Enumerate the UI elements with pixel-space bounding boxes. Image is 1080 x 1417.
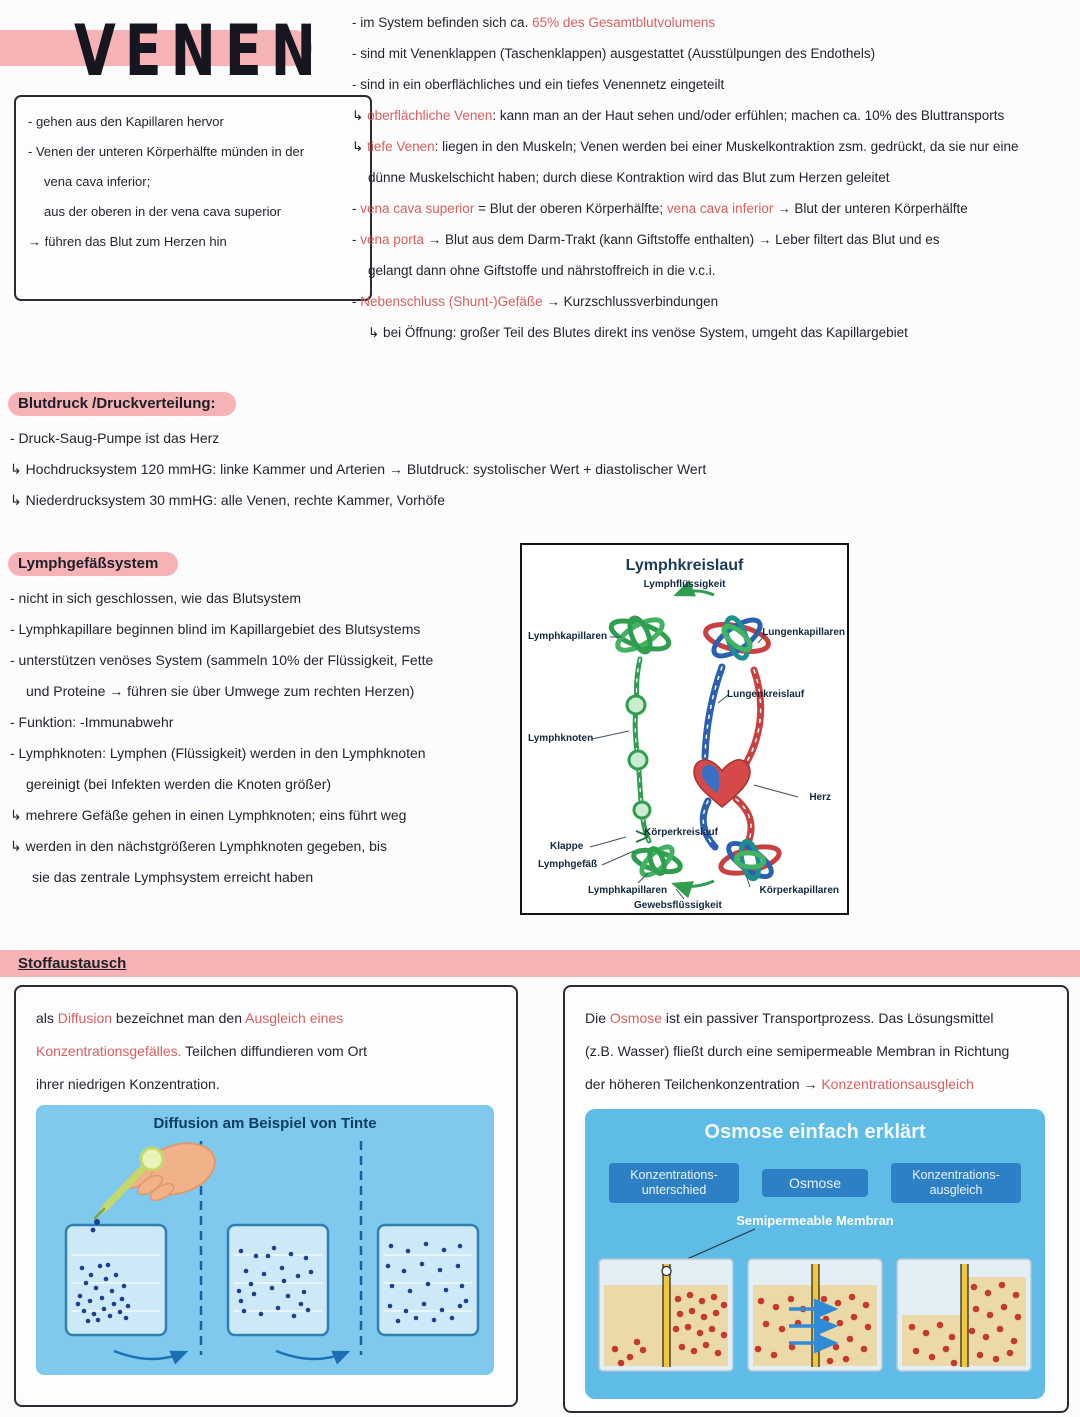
note-line: - Funktion: -Immunabwehr bbox=[10, 714, 174, 730]
page-title: VENEN bbox=[74, 10, 325, 92]
note-text: als bbox=[36, 1010, 58, 1026]
diffusion-graphic bbox=[36, 1105, 494, 1375]
note-line: (z.B. Wasser) fließt durch eine semipermeable Membran in Richtung bbox=[585, 1043, 1010, 1059]
osmose-beaker-3 bbox=[897, 1259, 1031, 1371]
note-line bbox=[585, 1075, 1009, 1093]
note-line: sie das zentrale Lymphsystem erreicht haben bbox=[32, 869, 314, 885]
highlighted-term: vena porta bbox=[360, 232, 425, 247]
label-lymphgefaess: Lymphgefäß bbox=[538, 859, 598, 870]
note-line: → führen das Blut zum Herzen hin bbox=[28, 234, 227, 249]
chip-konzentrationsausgleich bbox=[891, 1163, 1021, 1203]
label-lymphknoten: Lymphknoten bbox=[528, 733, 594, 744]
note-text: Teilchen diffundieren vom Ort bbox=[181, 1043, 368, 1059]
note-line bbox=[36, 1042, 367, 1060]
note-text: → Blut der unteren Körperhälfte bbox=[773, 201, 968, 216]
note-text: der höheren Teilchenkonzentration → bbox=[585, 1076, 822, 1092]
note-text: : liegen in den Muskeln; Venen werden bei einer Muskelkontraktion zsm. gedrückt, da sie nur eine bbox=[434, 139, 1019, 154]
highlighted-term: Diffusion bbox=[57, 1010, 113, 1026]
label-lungenkapillaren: Lungenkapillaren bbox=[762, 627, 845, 638]
note-line: - gehen aus den Kapillaren hervor bbox=[28, 114, 224, 129]
note-line bbox=[352, 138, 1018, 156]
label-lymphkapillaren-bottom: Lymphkapillaren bbox=[588, 885, 668, 896]
note-line bbox=[352, 14, 1018, 32]
chip-konzentrationsunterschied bbox=[609, 1163, 739, 1203]
label-lymphkapillaren-top: Lymphkapillaren bbox=[528, 631, 608, 642]
diffusion-illustration bbox=[36, 1105, 494, 1375]
label-klappe: Klappe bbox=[550, 841, 584, 852]
note-line: gelangt dann ohne Giftstoffe und nährstoffreich in die v.c.i. bbox=[368, 263, 716, 278]
lymph-circulation-diagram bbox=[520, 543, 849, 915]
blutdruck-lines bbox=[8, 429, 706, 509]
highlighted-term: Ausgleich eines bbox=[245, 1010, 344, 1026]
note-line: ↳ mehrere Gefäße gehen in einen Lymphknoten; eins führt weg bbox=[10, 807, 407, 823]
highlighted-term: tiefe Venen bbox=[367, 139, 435, 154]
illustration-title: Diffusion am Beispiel von Tinte bbox=[153, 1115, 377, 1132]
note-text: Die bbox=[585, 1010, 610, 1026]
chip-label-line: Konzentrations- bbox=[630, 1168, 718, 1182]
note-line: - unterstützen venöses System (sammeln 10% der Flüssigkeit, Fette bbox=[10, 652, 434, 668]
section-heading: Stoffaustausch bbox=[18, 955, 127, 972]
note-line bbox=[352, 231, 1018, 249]
label-koerperkapillaren: Körperkapillaren bbox=[759, 885, 839, 896]
note-line: gereinigt (bei Infekten werden die Knoten größer) bbox=[26, 776, 332, 792]
section-heading: Lymphgefäßsystem bbox=[8, 552, 178, 576]
note-line: - Lymphkapillare beginnen blind im Kapillargebiet des Blutsystems bbox=[10, 621, 421, 637]
osmose-beaker-1 bbox=[599, 1259, 733, 1371]
section-heading: Blutdruck /Druckverteilung: bbox=[8, 392, 236, 416]
note-line: vena cava inferior; bbox=[44, 174, 151, 189]
diffusion-box bbox=[14, 985, 518, 1407]
label-lymphfluessigkeit: Lymphflüssigkeit bbox=[643, 579, 726, 590]
stoffaustausch-heading-bar bbox=[0, 950, 1080, 977]
body-capillary-tangle bbox=[718, 837, 782, 882]
highlighted-term: Konzentrationsgefälles. bbox=[36, 1043, 182, 1059]
diffusion-text bbox=[36, 1009, 367, 1108]
osmose-box bbox=[563, 985, 1069, 1413]
label-gewebsfluessigkeit: Gewebsflüssigkeit bbox=[634, 900, 722, 911]
note-line bbox=[352, 200, 1018, 218]
chip-osmose bbox=[762, 1169, 868, 1197]
note-line bbox=[36, 1009, 367, 1027]
highlighted-term: Osmose bbox=[609, 1010, 663, 1026]
note-line: ↳ Niederdrucksystem 30 mmHG: alle Venen, rechte Kammer, Vorhöfe bbox=[10, 492, 446, 508]
note-text: = Blut der oberen Körperhälfte; bbox=[474, 201, 667, 216]
osmose-illustration bbox=[585, 1109, 1045, 1399]
chip-label-line: Osmose bbox=[788, 1175, 842, 1191]
note-line: - sind in ein oberflächliches und ein tiefes Venennetz eingeteilt bbox=[352, 77, 725, 92]
note-line: ↳ werden in den nächstgrößeren Lymphknoten gegeben, bis bbox=[10, 838, 388, 854]
note-text: - bbox=[352, 201, 361, 216]
highlighted-term: oberflächliche Venen bbox=[367, 108, 493, 123]
blutdruck-section bbox=[8, 392, 706, 522]
note-line: ↳ bei Öffnung: großer Teil des Blutes direkt ins venöse System, umgeht das Kapillargebiet bbox=[368, 325, 908, 340]
chip-label-line: Konzentrations- bbox=[912, 1168, 1000, 1182]
chip-label-line: ausgleich bbox=[929, 1183, 983, 1197]
note-text: bezeichnet man den bbox=[112, 1010, 246, 1026]
note-text: - bbox=[352, 232, 361, 247]
label-lungenkreislauf: Lungenkreislauf bbox=[727, 689, 805, 700]
lymph-section bbox=[8, 552, 433, 899]
lymph-capillary-tangle-bottom bbox=[631, 842, 682, 879]
note-line bbox=[352, 293, 1018, 311]
note-line bbox=[352, 107, 1018, 125]
note-line bbox=[585, 1009, 1009, 1027]
highlighted-term: vena cava inferior bbox=[666, 201, 774, 216]
note-line: - Venen der unteren Körperhälfte münden in der bbox=[28, 144, 305, 159]
osmose-text bbox=[585, 1009, 1009, 1108]
illustration-title: Osmose einfach erklärt bbox=[704, 1121, 926, 1143]
diagram-title: Lymphkreislauf bbox=[625, 557, 744, 574]
note-text: → Blut aus dem Darm-Trakt (kann Giftstoffe enthalten) → Leber filtert das Blut und es bbox=[424, 232, 940, 247]
note-text: : kann man an der Haut sehen und/oder erfühlen; machen ca. 10% des Bluttransports bbox=[492, 108, 1005, 123]
note-line: aus der oberen in der vena cava superior bbox=[44, 204, 282, 219]
note-text: ↳ bbox=[352, 139, 368, 154]
note-line: - sind mit Venenklappen (Taschenklappen) ausgestattet (Ausstülpungen des Endothels) bbox=[352, 46, 876, 61]
note-text: ist ein passiver Transportprozess. Das Lösungsmittel bbox=[662, 1010, 994, 1026]
chip-label-line: unterschied bbox=[641, 1183, 707, 1197]
note-text: ↳ bbox=[352, 108, 368, 123]
note-text: → Kurzschlussverbindungen bbox=[542, 294, 719, 309]
label-koerperkreislauf: Körperkreislauf bbox=[644, 827, 718, 838]
highlighted-term: Konzentrationsausgleich bbox=[821, 1076, 974, 1092]
note-line: dünne Muskelschicht haben; durch diese Kontraktion wird das Blut zum Herzen geleitet bbox=[368, 170, 890, 185]
note-text: - bbox=[352, 294, 361, 309]
intro-box bbox=[14, 95, 372, 301]
osmose-beaker-2 bbox=[748, 1259, 882, 1371]
label-herz: Herz bbox=[809, 792, 831, 803]
highlighted-term: vena cava superior bbox=[360, 201, 475, 216]
osmose-graphic bbox=[585, 1109, 1045, 1399]
note-line: - nicht in sich geschlossen, wie das Blutsystem bbox=[10, 590, 302, 606]
note-line: - Druck-Saug-Pumpe ist das Herz bbox=[10, 430, 220, 446]
note-line: ↳ Hochdrucksystem 120 mmHG: linke Kammer und Arterien → Blutdruck: systolischer Wert + diastolischer Wert bbox=[10, 461, 707, 477]
label-semipermeable-membran: Semipermeable Membran bbox=[736, 1213, 894, 1228]
lymph-lines bbox=[8, 589, 433, 886]
lymph-capillary-tangle-top bbox=[608, 614, 672, 656]
highlighted-term: Nebenschluss (Shunt-)Gefäße bbox=[360, 294, 543, 309]
lung-capillary-tangle bbox=[703, 614, 771, 663]
note-line: ihrer niedrigen Konzentration. bbox=[36, 1076, 220, 1092]
vein-facts-column bbox=[352, 14, 1018, 355]
highlighted-term: 65% des Gesamtblutvolumens bbox=[532, 15, 716, 30]
note-line: - Lymphknoten: Lymphen (Flüssigkeit) werden in den Lymphknoten bbox=[10, 745, 426, 761]
note-line: und Proteine → führen sie über Umwege zum rechten Herzen) bbox=[26, 683, 415, 699]
note-text: - im System befinden sich ca. bbox=[352, 15, 533, 30]
lymph-circulation-graphic bbox=[522, 545, 847, 913]
